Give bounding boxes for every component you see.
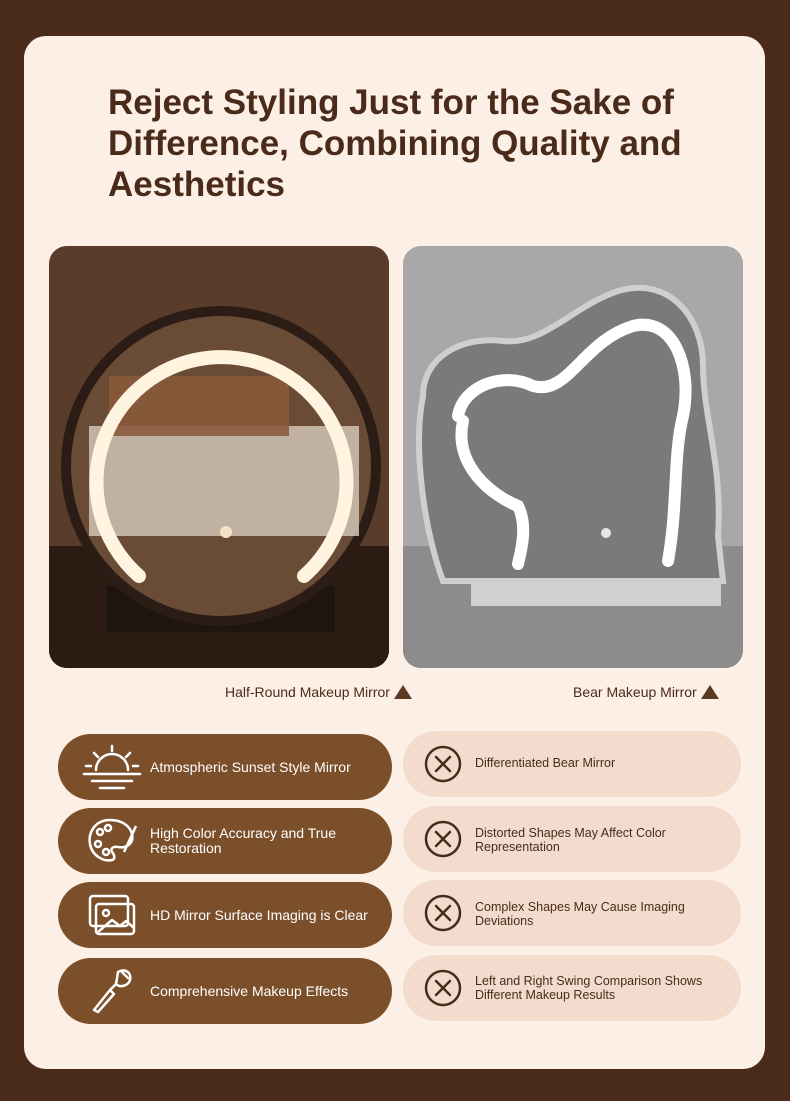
triangle-marker-icon	[701, 685, 719, 699]
comparison-pill-1	[403, 731, 741, 797]
comparison-pill-4	[403, 955, 741, 1021]
x-circle-icon	[423, 968, 463, 1008]
caption-label: Half-Round Makeup Mirror	[225, 684, 390, 700]
comparison-text: Complex Shapes May Cause Imaging Deviations	[475, 900, 685, 928]
palette-icon	[80, 813, 144, 869]
feature-pill-color	[58, 808, 392, 874]
bear-mirror-photo	[403, 246, 743, 668]
image-icon	[80, 887, 144, 943]
feature-pill-sunset	[58, 734, 392, 800]
caption-label: Bear Makeup Mirror	[573, 684, 697, 700]
half-round-mirror-caption	[225, 684, 412, 700]
comparison-text: Left and Right Swing Comparison Shows Different Makeup Results	[475, 974, 703, 1002]
comparison-text: Differentiated Bear Mirror	[475, 756, 616, 770]
feature-pill-makeup	[58, 958, 392, 1024]
triangle-marker-icon	[394, 685, 412, 699]
sunset-icon	[80, 739, 144, 795]
x-circle-icon	[423, 819, 463, 859]
page-headline: Reject Styling Just for the Sake of Difference, Combining Quality and Aesthetics	[108, 83, 682, 204]
bear-mirror-caption	[573, 684, 719, 700]
feature-text: Comprehensive Makeup Effects	[150, 982, 349, 999]
x-circle-icon	[423, 893, 463, 933]
comparison-pill-2	[403, 806, 741, 872]
comparison-pill-3	[403, 880, 741, 946]
feature-text: High Color Accuracy and True Restoration	[150, 825, 336, 856]
feature-text: Atmospheric Sunset Style Mirror	[150, 758, 351, 775]
feature-text: HD Mirror Surface Imaging is Clear	[150, 906, 368, 923]
comparison-text: Distorted Shapes May Affect Color Representation	[475, 826, 666, 854]
makeup-brush-icon	[80, 963, 144, 1019]
half-round-mirror-photo	[49, 246, 389, 668]
feature-pill-imaging	[58, 882, 392, 948]
x-circle-icon	[423, 744, 463, 784]
